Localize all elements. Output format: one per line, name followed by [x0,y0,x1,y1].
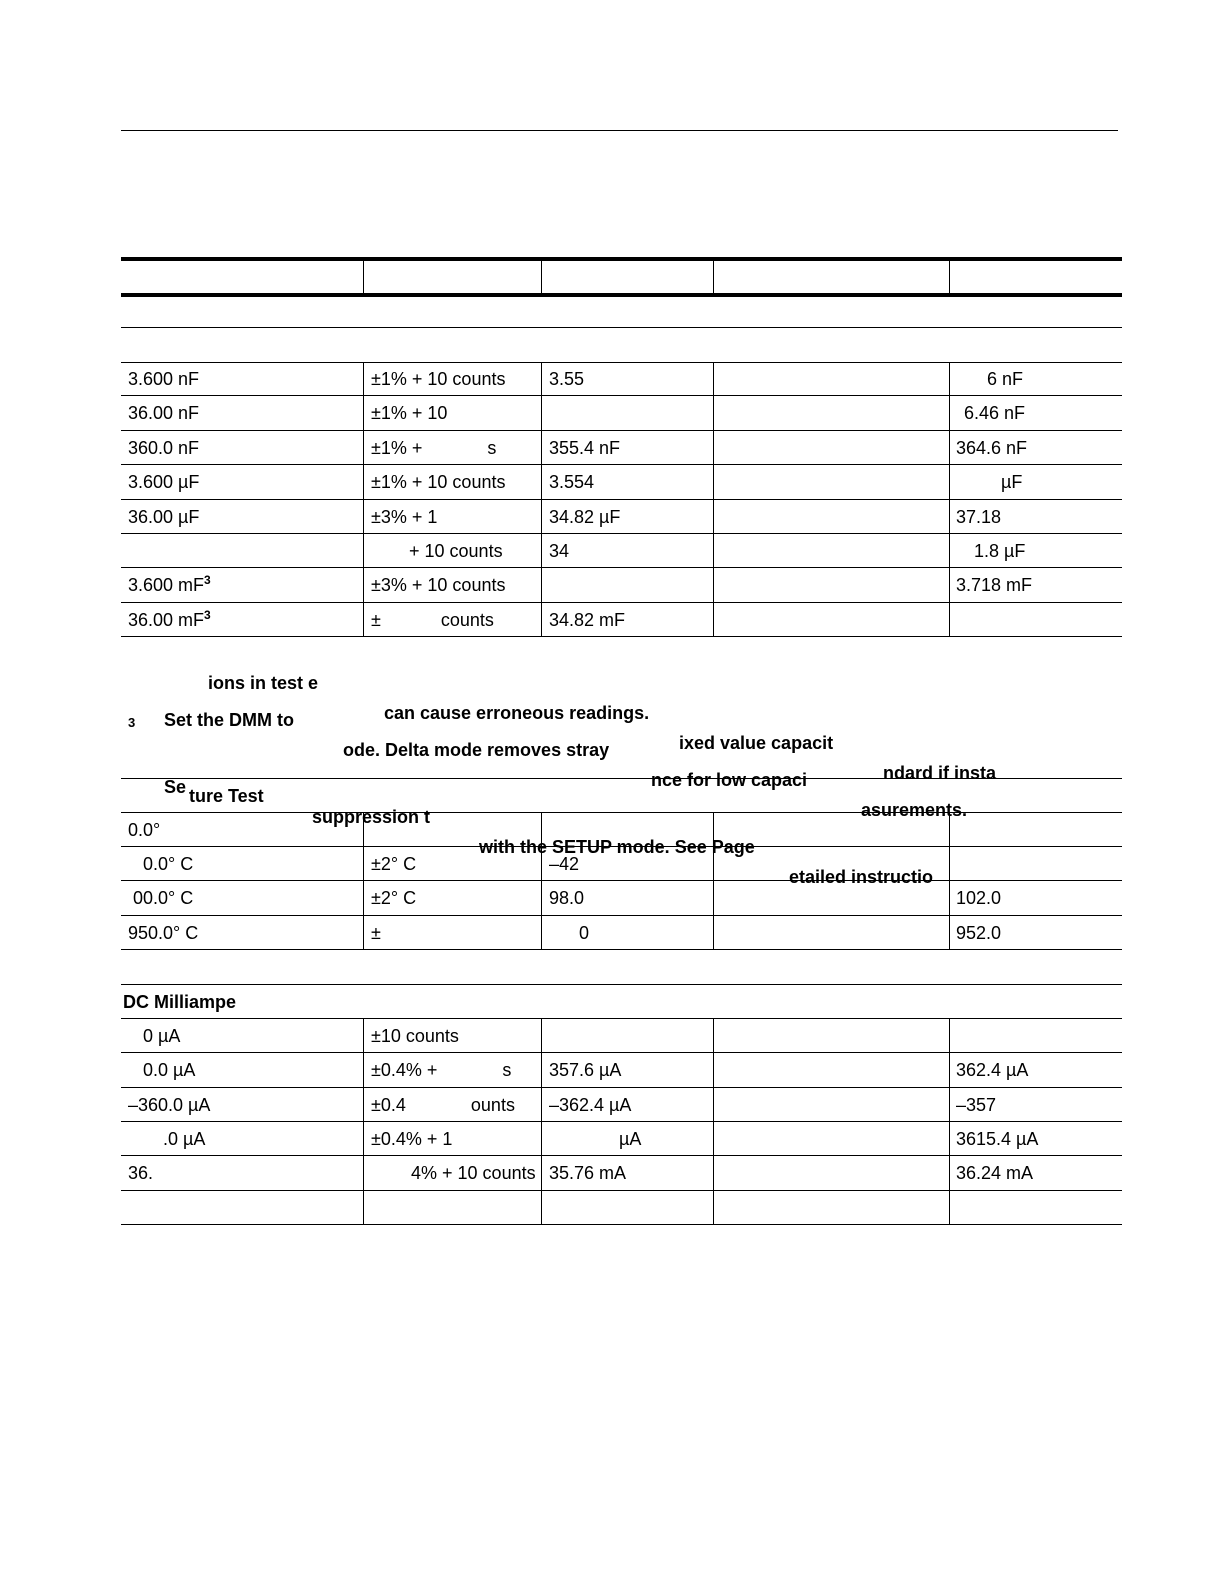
column-divider [713,603,714,637]
table-cell [549,362,713,396]
table-cell [956,881,1122,915]
cell-text: ±1% + s [371,437,497,458]
footnote-superscript: 3 [204,573,211,588]
table-row [121,1053,1122,1087]
table-row [121,916,1122,950]
cell-text: 36.00 mF [128,609,205,630]
table-cell [549,847,713,881]
note-3-part-c: with the SETUP mode. See Page [479,837,755,857]
column-divider [541,1019,542,1053]
table-cell [549,465,713,499]
table-cell [128,568,364,602]
cell-text: 355.4 nF [549,437,621,458]
column-divider [713,362,714,396]
cell-text: 950.0° C [128,922,199,943]
cell-text: –362.4 µA [549,1094,632,1115]
table-row [121,431,1122,465]
column-divider [541,813,542,847]
cell-text: 34 [549,541,570,561]
table-cell [549,1191,713,1225]
table-cell [721,500,949,534]
column-divider [949,431,950,465]
table-cell [956,1191,1122,1225]
table-cell [956,500,1122,534]
column-divider [713,396,714,430]
note-3-part-b: suppression t [312,807,431,827]
table-cell [128,1156,364,1190]
column-divider [713,1191,714,1225]
table-cell [956,1019,1122,1053]
cell-text: 36.00 nF [128,403,200,424]
column-divider [949,847,950,881]
table-cell [549,431,713,465]
temperature-section-heading [121,779,1122,813]
table-cell [128,1053,364,1087]
cell-text: ±3% + 1 [371,506,438,527]
column-divider [949,881,950,915]
cell-text: 0 [549,922,590,943]
note-2-part-a: Set the DMM to [164,710,294,730]
table-cell [721,568,949,602]
table-cell [721,1053,949,1087]
table-cell [549,396,713,430]
table-cell [371,1156,541,1190]
column-divider [541,362,542,396]
column-divider [949,261,950,294]
cell-text: ±1% + 10 [371,403,448,424]
table-cell [721,1122,949,1156]
page-header-rule [121,130,1118,131]
cell-text: ±1% + 10 counts [371,472,506,493]
cell-text: 98.0 [549,888,585,909]
note-1-part-c: ixed value capacit [679,733,834,753]
table-cell [956,916,1122,950]
table-cell [956,1122,1122,1156]
table-cell [128,431,364,465]
table-cell [371,465,541,499]
table-cell [721,1156,949,1190]
table-row [121,813,1122,847]
table-row [121,465,1122,499]
column-divider [949,362,950,396]
column-divider [949,534,950,568]
table-cell [956,362,1122,396]
column-divider [541,1191,542,1225]
cell-text: 4% + 10 counts [371,1163,536,1184]
table-cell [549,534,713,568]
cell-text: .0 µA [128,1128,206,1149]
cell-text: 3.55 [549,369,585,389]
table-header-row [121,261,1122,294]
cell-text: ±0.4 ounts [371,1094,515,1115]
table-cell [956,813,1122,847]
table-cell [371,1088,541,1122]
column-divider [541,1088,542,1122]
column-divider [541,881,542,915]
row-rule [121,949,1122,950]
cell-text: ±10 counts [371,1026,459,1046]
column-divider [713,534,714,568]
table-cell [371,813,541,847]
table-cell [371,881,541,915]
table-row [121,1019,1122,1053]
table-cell [549,1019,713,1053]
table-cell [721,362,949,396]
table-cell [371,362,541,396]
table-cell [549,1156,713,1190]
cell-text: 952.0 [956,922,1002,943]
row-rule [121,1224,1122,1225]
table-cell [721,813,949,847]
table-cell [128,603,364,637]
column-divider [949,1122,950,1156]
column-divider [949,396,950,430]
column-divider [949,813,950,847]
table-cell [721,1191,949,1225]
table-cell [549,813,713,847]
cell-text: ±2° C [371,888,417,909]
temperature-section-title: ture Test [189,786,264,806]
table-cell [956,1156,1122,1190]
table-cell [128,1019,364,1053]
table-cell [721,1088,949,1122]
note-1-part-b: can cause erroneous readings. [384,703,650,723]
table-cell [549,1088,713,1122]
cell-text: 0.0 µA [128,1060,196,1081]
table-cell [128,813,364,847]
table-cell [128,1122,364,1156]
column-divider [949,500,950,534]
column-divider [541,568,542,602]
cell-text: ± [371,922,381,943]
table-row [121,568,1122,602]
column-divider [713,568,714,602]
cell-text: 3.718 mF [956,575,1033,596]
column-divider [541,1053,542,1087]
table-cell [128,362,364,396]
cell-text: ± counts [371,609,494,630]
column-divider [713,847,714,881]
table-cell [128,500,364,534]
column-divider [713,813,714,847]
table-cell [371,1053,541,1087]
table-cell [128,847,364,881]
table-row [121,603,1122,637]
column-divider [949,568,950,602]
table-cell [956,431,1122,465]
column-divider [713,1019,714,1053]
cell-text: ±0.4% + 1 [371,1128,453,1149]
table-row [121,1122,1122,1156]
column-divider [949,465,950,499]
column-divider [713,1088,714,1122]
column-divider [713,881,714,915]
table-cell [956,1088,1122,1122]
table-cell [549,500,713,534]
table-cell [371,847,541,881]
note-2-part-b: ode. Delta mode removes stray [343,740,610,760]
column-divider [541,261,542,294]
table-cell [128,916,364,950]
table-cell [721,465,949,499]
table-cell [128,465,364,499]
cell-text: 6.46 nF [964,403,1026,424]
cell-text: 3.600 µF [128,472,200,493]
column-divider [713,500,714,534]
table-cell [128,396,364,430]
column-divider [713,1122,714,1156]
table-cell [721,1019,949,1053]
column-divider [541,534,542,568]
table-row [121,1156,1122,1190]
cell-text: 36. [128,1163,154,1184]
table-cell [721,847,949,881]
row-rule [121,327,1122,328]
cell-text: 37.18 [956,506,1002,527]
table-cell [549,1053,713,1087]
column-divider [541,396,542,430]
table-cell [549,603,713,637]
column-divider [541,1156,542,1190]
table-cell [371,396,541,430]
table-cell [128,881,364,915]
table-cell [371,1019,541,1053]
cell-text: 3.600 mF [128,575,205,596]
column-divider [949,1053,950,1087]
table-row [121,362,1122,396]
dc-milliamps-section-title: DC Milliampe [123,992,237,1012]
note-3-part-a: Se [164,777,187,797]
dc-milliamps-section-heading [121,985,1122,1019]
table-cell [549,1122,713,1156]
note-1-part-d: ndard if insta [883,763,997,783]
column-divider [541,431,542,465]
cell-text: 35.76 mA [549,1163,627,1184]
cell-text: 102.0 [956,888,1002,909]
cell-text: 0.0° [128,820,161,840]
column-divider [713,261,714,294]
cell-text: 6 nF [987,369,1024,389]
table-cell [371,431,541,465]
note-2-part-d: asurements. [861,800,968,820]
table-cell [549,568,713,602]
cell-text: ±2° C [371,854,417,875]
cell-text: 362.4 µA [956,1060,1029,1081]
note-2-part-c: nce for low capaci [651,770,808,790]
cell-text: 00.0° C [128,888,194,909]
table-cell [549,916,713,950]
cell-text: –42 [549,854,580,875]
column-divider [949,1019,950,1053]
column-divider [363,261,364,294]
table-cell [721,431,949,465]
column-divider [541,500,542,534]
cell-text: 1.8 µF [974,541,1026,561]
cell-text: –357 [956,1094,997,1115]
cell-text: 3615.4 µA [956,1128,1039,1149]
cell-text: 0 µA [128,1026,181,1046]
table-row [121,1191,1122,1225]
table-cell [956,465,1122,499]
cell-text: 34.82 mF [549,609,626,630]
cell-text: 3.600 nF [128,369,200,389]
table-cell [956,568,1122,602]
table-cell [128,534,364,568]
column-divider [713,1156,714,1190]
column-divider [949,1156,950,1190]
cell-text: –360.0 µA [128,1094,211,1115]
table-cell [371,1191,541,1225]
table-cell [371,500,541,534]
column-divider [713,465,714,499]
table-cell [371,568,541,602]
cell-text: ±3% + 10 counts [371,575,506,596]
column-divider [949,916,950,950]
table-cell [956,396,1122,430]
cell-text: + 10 counts [409,541,503,561]
column-divider [949,603,950,637]
column-divider [949,1088,950,1122]
table-header-bottom-rule [121,293,1122,297]
table-cell [128,1191,364,1225]
column-divider [541,916,542,950]
table-row [121,881,1122,915]
cell-text: 360.0 nF [128,437,200,458]
table-cell [956,534,1122,568]
table-cell [956,1053,1122,1087]
cell-text: 357.6 µA [549,1060,622,1081]
table-cell [721,603,949,637]
column-divider [541,603,542,637]
table-cell [956,847,1122,881]
table-cell [721,881,949,915]
cell-text: ±0.4% + s [371,1060,512,1081]
cell-text: 36.00 µF [128,506,200,527]
cell-text: µF [1001,472,1023,493]
table-cell [956,603,1122,637]
table-row [121,1088,1122,1122]
table-cell [721,396,949,430]
cell-text: 34.82 µF [549,506,621,527]
table-row [121,500,1122,534]
footnote-superscript: 3 [204,607,211,622]
cell-text: 36.24 mA [956,1163,1034,1184]
table-cell [549,881,713,915]
cell-text: 3.554 [549,472,595,493]
column-divider [713,431,714,465]
table-row [121,396,1122,430]
table-cell [128,1088,364,1122]
table-cell [721,534,949,568]
cell-text: 0.0° C [128,854,194,875]
table-cell [371,1122,541,1156]
table-cell [371,603,541,637]
table-cell [371,916,541,950]
cell-text: ±1% + 10 counts [371,369,506,389]
cell-text: µA [549,1128,642,1149]
column-divider [713,916,714,950]
column-divider [713,1053,714,1087]
column-divider [541,465,542,499]
note-3-part-d: etailed instructio [789,867,934,887]
cell-text: 364.6 nF [956,437,1028,458]
table-row [121,847,1122,881]
column-divider [541,1122,542,1156]
table-cell [371,534,541,568]
note-1-part-a: ions in test e [208,673,319,693]
column-divider [541,847,542,881]
column-divider [949,1191,950,1225]
table-cell [721,916,949,950]
table-row [121,534,1122,568]
footnote-marker: 3 [128,715,136,730]
